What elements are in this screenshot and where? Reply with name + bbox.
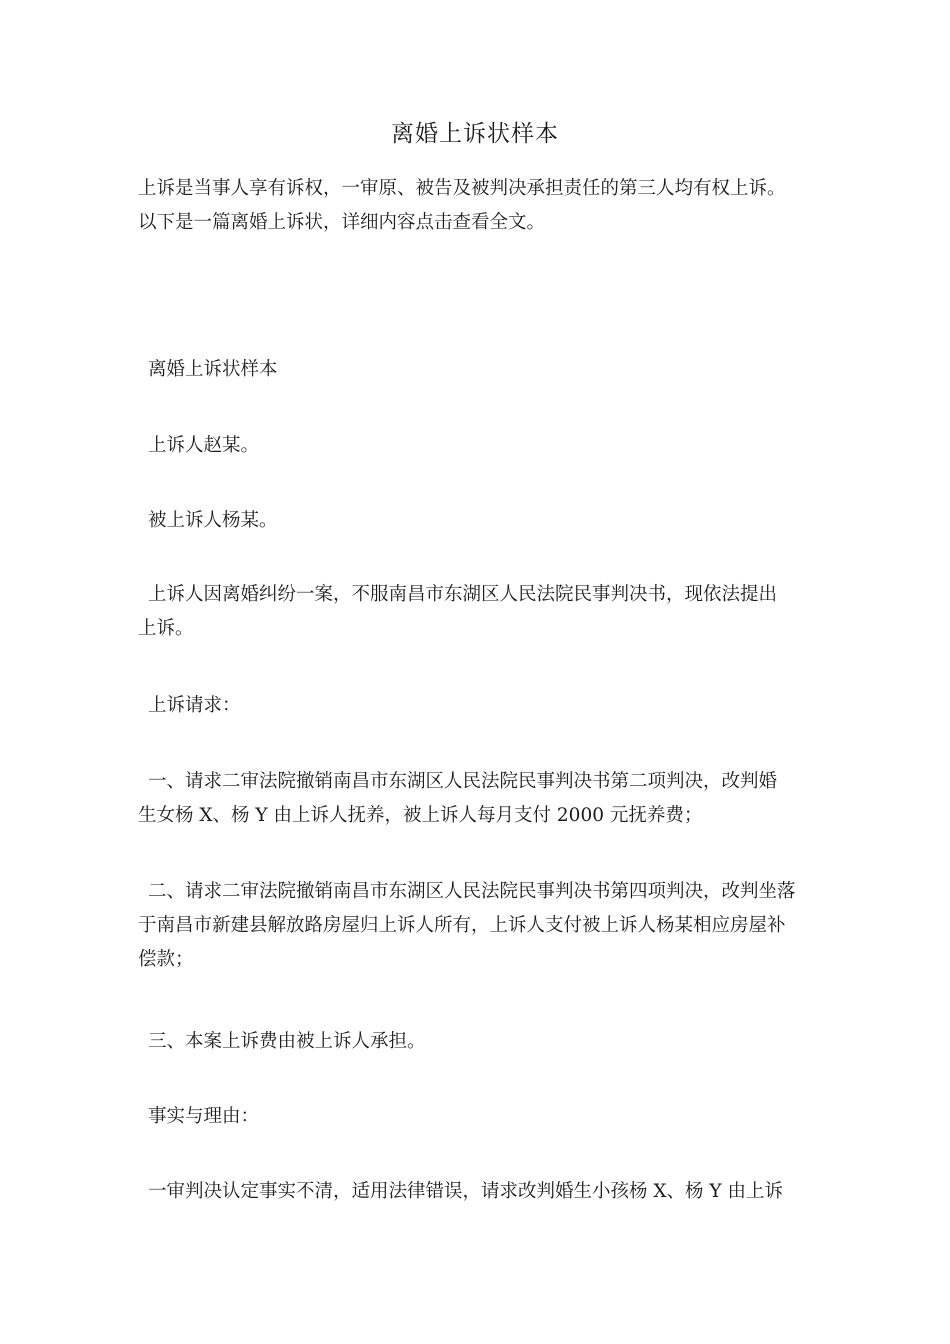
intro-line-2: 以下是一篇离婚上诉状，详细内容点击查看全文。 [138, 212, 546, 233]
appellant-line [138, 429, 828, 463]
request-2-line-3: 偿款； [138, 949, 194, 970]
body-heading-text: 离婚上诉状样本 [148, 359, 278, 380]
requests-label [138, 689, 828, 723]
request-1-line-1: 一、请求二审法院撤销南昌市东湖区人民法院民事判决书第二项判决，改判婚 [148, 771, 778, 792]
request-2-paragraph [138, 875, 828, 977]
intro-paragraph [138, 172, 828, 240]
statement-line-1: 上诉人因离婚纠纷一案，不服南昌市东湖区人民法院民事判决书，现依法提出 [148, 584, 778, 605]
statement-line-2: 上诉。 [138, 618, 194, 639]
appellant-text: 上诉人赵某。 [148, 435, 260, 456]
facts-paragraph [138, 1175, 828, 1209]
facts-label [138, 1100, 828, 1134]
request-2-line-1: 二、请求二审法院撤销南昌市东湖区人民法院民事判决书第四项判决，改判坐落 [148, 881, 796, 902]
document-title: 离婚上诉状样本 [391, 121, 559, 147]
request-1-paragraph [138, 765, 828, 833]
request-3-paragraph [138, 1025, 828, 1059]
facts-line-1: 一审判决认定事实不清，适用法律错误，请求改判婚生小孩杨 X、杨 Y 由上诉 [148, 1181, 784, 1202]
request-3-text: 三、本案上诉费由被上诉人承担。 [148, 1031, 426, 1052]
statement-paragraph [138, 578, 828, 646]
appellee-text: 被上诉人杨某。 [148, 510, 278, 531]
intro-line-1: 上诉是当事人享有诉权，一审原、被告及被判决承担责任的第三人均有权上诉。 [138, 178, 786, 199]
facts-label-text: 事实与理由： [148, 1106, 260, 1127]
request-1-line-2: 生女杨 X、杨 Y 由上诉人抚养，被上诉人每月支付 2000 元抚养费； [138, 805, 703, 826]
requests-label-text: 上诉请求： [148, 695, 241, 716]
appellee-line [138, 504, 828, 538]
body-heading [138, 353, 828, 387]
request-2-line-2: 于南昌市新建县解放路房屋归上诉人所有，上诉人支付被上诉人杨某相应房屋补 [138, 915, 786, 936]
